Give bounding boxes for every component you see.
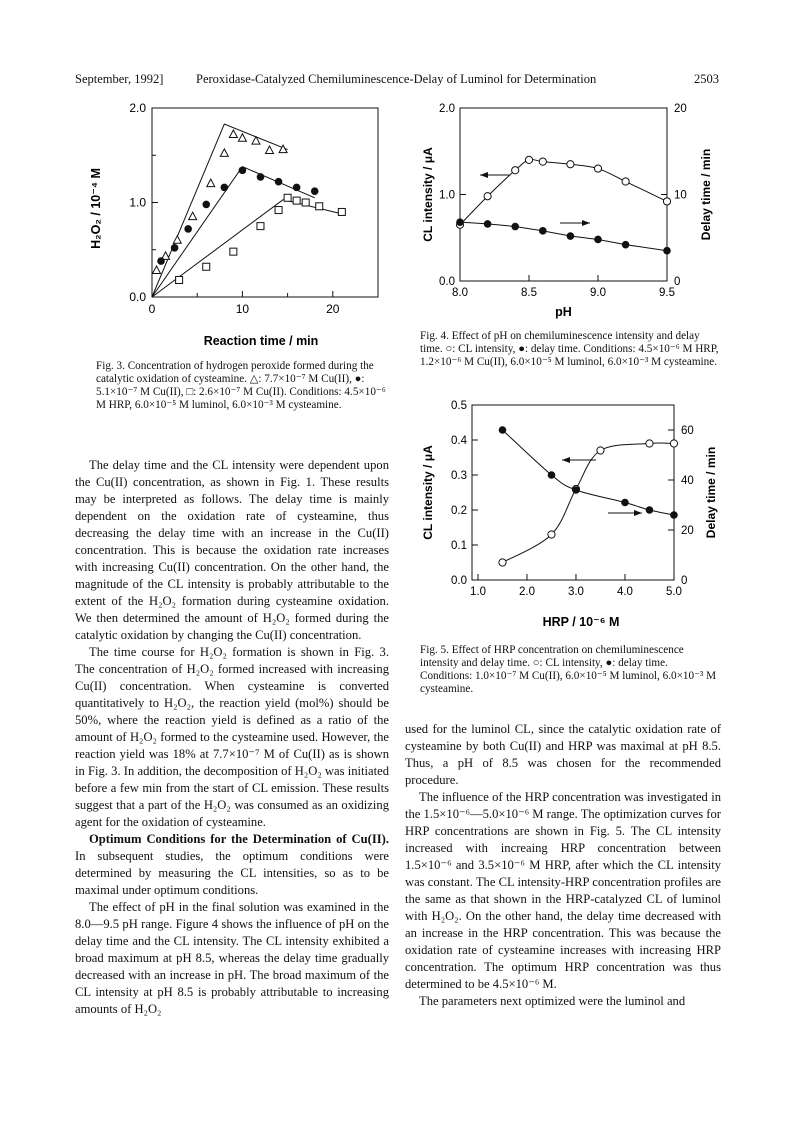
figure-5-chart	[410, 392, 730, 642]
x-tick-label: 2.0	[518, 586, 535, 598]
data-point-open-circle	[499, 559, 506, 566]
paragraph: The parameters next optimized were the luminol and	[419, 994, 686, 1008]
data-point-triangle	[220, 149, 228, 157]
data-point-square	[302, 199, 309, 206]
data-point-filled-circle	[239, 167, 247, 175]
x-tick-label: 1.0	[470, 586, 486, 598]
data-point-triangle	[173, 236, 181, 244]
data-point-open-circle	[512, 167, 519, 174]
running-header-title: Peroxidase-Catalyzed Chemiluminescence-Delay of Luminol for Determination	[196, 72, 597, 86]
y2-tick-label: 20	[681, 525, 694, 537]
y-tick-label: 0.5	[451, 400, 467, 412]
y-tick-label: 0.2	[451, 505, 467, 517]
x-tick-label: 4.0	[616, 586, 633, 598]
data-point-square	[293, 197, 300, 204]
y-axis-label: H₂O₂ / 10⁻⁴ M	[89, 168, 103, 249]
y-tick-label: 0.4	[451, 435, 467, 447]
data-point-filled-circle	[670, 511, 678, 519]
x-tick-label: 5.0	[665, 586, 682, 598]
data-point-filled-circle	[646, 506, 654, 514]
y2-tick-label: 20	[674, 103, 687, 115]
x-tick-label: 8.5	[521, 287, 537, 299]
y2-tick-label: 0	[681, 575, 688, 587]
x-tick-label: 9.5	[659, 287, 675, 299]
figure-4-chart	[410, 95, 730, 325]
data-point-filled-circle	[456, 218, 464, 226]
data-point-square	[338, 208, 345, 215]
data-point-open-circle	[539, 158, 546, 165]
x-tick-label: 8.0	[452, 287, 468, 299]
y-tick-label: 1.0	[439, 189, 455, 202]
data-point-filled-circle	[202, 201, 210, 209]
y-tick-label: 1.0	[129, 195, 146, 210]
data-point-triangle	[189, 212, 197, 220]
data-point-triangle	[238, 134, 246, 142]
y-tick-label: 0.0	[129, 290, 146, 304]
legend-arrow-head	[480, 172, 488, 178]
y2-tick-label: 40	[681, 475, 694, 487]
data-point-triangle	[229, 130, 237, 138]
legend-arrow-head	[582, 220, 590, 226]
x-tick-label: 9.0	[590, 287, 606, 299]
data-point-filled-circle	[293, 184, 301, 192]
data-point-square	[275, 207, 282, 214]
left-column	[75, 457, 389, 1018]
series-curve	[460, 159, 667, 224]
x-axis-label: HRP / 10⁻⁶ M	[542, 615, 620, 629]
y2-tick-label: 60	[681, 425, 694, 437]
running-header-left: September, 1992]	[75, 72, 164, 86]
y-tick-label: 0.0	[439, 276, 455, 288]
data-point-square	[284, 194, 291, 201]
legend-arrow-head	[562, 457, 570, 463]
plot-frame	[152, 108, 378, 297]
data-point-filled-circle	[622, 241, 630, 249]
data-point-filled-circle	[275, 178, 283, 186]
data-point-open-circle	[594, 165, 601, 172]
series-curve	[502, 443, 673, 563]
data-point-filled-circle	[572, 486, 580, 494]
x-tick-label: 3.0	[567, 586, 584, 598]
series-line	[460, 222, 667, 251]
paragraph-text: In subsequent studies, the optimum conditions were determined by measuring the CL intensities, so as to be maximal under optimum conditions.	[75, 849, 389, 897]
figure-3-chart	[70, 95, 390, 355]
y-axis-label-left: CL intensity / μA	[421, 147, 435, 242]
data-point-filled-circle	[548, 471, 556, 479]
data-point-open-circle	[525, 156, 532, 163]
data-point-square	[230, 248, 237, 255]
data-point-open-circle	[567, 161, 574, 168]
data-point-filled-circle	[221, 184, 229, 192]
paragraph: The delay time and the CL intensity were dependent upon the Cu(II) concentration, as shown in Fig. 1. These results may be interpreted as follows. The delay time is mainly dependent on the oxidation rate of cysteamine, thus decreasing the delay time with an increase in the Cu(II) concentration. This is because the oxidation rate increases with increasing Cu(II) concentration. On the other hand, the magnitude of the CL intensity is probably attributable to the extent of the H₂O₂ formation during cysteamine oxidation. We then determined the amount of H₂O₂ formed during the catalytic oxidation by changing the Cu(II) concentration.	[75, 458, 389, 642]
data-point-filled-circle	[184, 225, 192, 233]
data-point-square	[257, 223, 264, 230]
y-tick-label: 0.3	[451, 470, 467, 482]
data-point-open-circle	[597, 447, 604, 454]
data-point-filled-circle	[663, 247, 671, 255]
figure-3-caption: Fig. 3. Concentration of hydrogen peroxide formed during the catalytic oxidation of cysteamine. △: 7.7×10⁻⁷ M Cu(II), ●: 5.1×10⁻⁷ M Cu(II), □: 2.6×10⁻⁷ M Cu(II). Conditions: 4.5×10⁻⁶ M HRP, 6.0×10⁻⁵ M luminol, 6.0×10⁻³ M cysteamine.	[96, 360, 386, 411]
data-point-filled-circle	[511, 223, 519, 231]
x-axis-label: pH	[555, 305, 572, 319]
data-point-filled-circle	[499, 426, 507, 434]
legend-arrow-head	[634, 510, 642, 516]
y-tick-label: 0.0	[451, 575, 467, 587]
y2-tick-label: 10	[674, 189, 687, 202]
y2-tick-label: 0	[674, 276, 681, 288]
data-point-triangle	[153, 266, 161, 274]
x-tick-label: 10	[235, 302, 250, 316]
data-point-open-circle	[484, 193, 491, 200]
x-tick-label: 20	[326, 302, 340, 316]
figure-5-caption: Fig. 5. Effect of HRP concentration on chemiluminescence intensity and delay time. ○: CL intensity, ●: delay time. Conditions: 1.0×10⁻⁷ M Cu(II), 6.0×10⁻⁵ M luminol, 6.0×10⁻³ M cysteamine.	[420, 644, 717, 695]
data-point-filled-circle	[171, 244, 179, 252]
y-tick-label: 0.1	[451, 540, 467, 552]
data-point-filled-circle	[594, 236, 602, 244]
paragraph: The influence of the HRP concentration was investigated in the 1.5×10⁻⁶—5.0×10⁻⁶ M range. The optimization curves for HRP concentrations are shown in Fig. 5. The CL intensity increased with increaing HRP concentration between 1.5×10⁻⁶ and 3.5×10⁻⁶ M HRP, after which the CL intensity was constant. The CL intensity-HRP concentration profiles are the same as that shown in the HRP-catalyzed CL of luminol with H₂O₂. On the other hand, the delay time decreased with an increase in the HRP concentration. This was because the oxidation rate of cysteamine increases with increasing HRP concentration. The optimum HRP concentration was thus determined to be 4.5×10⁻⁶ M.	[405, 790, 721, 991]
y-axis-label-left: CL intensity / μA	[421, 445, 435, 540]
data-point-open-circle	[670, 440, 677, 447]
data-point-square	[176, 276, 183, 283]
data-point-filled-circle	[621, 499, 629, 507]
paragraph	[75, 831, 389, 899]
y-axis-label-right: Delay time / min	[699, 148, 713, 241]
page-number: 2503	[694, 72, 719, 86]
data-point-triangle	[207, 179, 215, 187]
data-point-open-circle	[548, 531, 555, 538]
data-point-open-circle	[663, 198, 670, 205]
paragraph: The effect of pH in the final solution was examined in the 8.0—9.5 pH range. Figure 4 shows the influence of pH on the delay time and the CL intensity. The CL intensity exhibited a broad maximum at pH 8.5, whereas the delay time gradually decreased with an increase in pH. The broad maximum of the CL intensity at pH 8.5 is probably attributable to increasing amounts of H₂O₂	[75, 900, 389, 1016]
data-point-open-circle	[622, 178, 629, 185]
x-axis-label: Reaction time / min	[203, 334, 319, 348]
y-tick-label: 2.0	[439, 103, 455, 115]
figure-4-caption: Fig. 4. Effect of pH on chemiluminescence intensity and delay time. ○: CL intensity, ●: delay time. Conditions: 4.5×10⁻⁶ M HRP, 1.2×10⁻⁶ M Cu(II), 6.0×10⁻⁵ M luminol, 6.0×10⁻³ M cysteamine.	[420, 330, 719, 368]
right-column	[405, 721, 721, 1010]
paragraph: used for the luminol CL, since the catalytic oxidation rate of cysteamine by both Cu(II) and HRP was maximal at pH 8.5. Thus, a pH of 8.5 was chosen for the recommended procedure.	[405, 722, 721, 787]
data-point-filled-circle	[257, 173, 265, 181]
data-point-filled-circle	[157, 257, 165, 265]
section-heading: Optimum Conditions for the Determination of Cu(II).	[89, 832, 389, 846]
data-point-filled-circle	[484, 220, 492, 228]
data-point-filled-circle	[539, 227, 547, 235]
data-point-filled-circle	[567, 232, 575, 240]
paragraph: The time course for H₂O₂ formation is shown in Fig. 3. The concentration of H₂O₂ formed increased with increasing Cu(II) concentration. When cysteamine is converted quantitatively to H₂O₂, the reaction yield (mol%) should be 50%, where the reaction yield is defined as a ratio of the amount of H₂O₂ formed to the cysteamine used. However, the reaction yield was 18% at 7.7×10⁻⁷ M of Cu(II) as is shown in Fig. 3. In addition, the decomposition of H₂O₂ was initiated before a few min from the start of CL emission. These results suggest that a part of the H₂O₂ was consumed as an oxidizing agent for the oxidation of cysteamine.	[75, 645, 389, 829]
data-point-triangle	[266, 146, 274, 154]
x-tick-label: 0	[148, 302, 156, 316]
y-axis-label-right: Delay time / min	[704, 446, 718, 539]
data-point-open-circle	[646, 440, 653, 447]
data-point-square	[316, 203, 323, 210]
data-point-filled-circle	[311, 187, 319, 195]
y-tick-label: 2.0	[129, 101, 146, 115]
data-point-square	[203, 263, 210, 270]
